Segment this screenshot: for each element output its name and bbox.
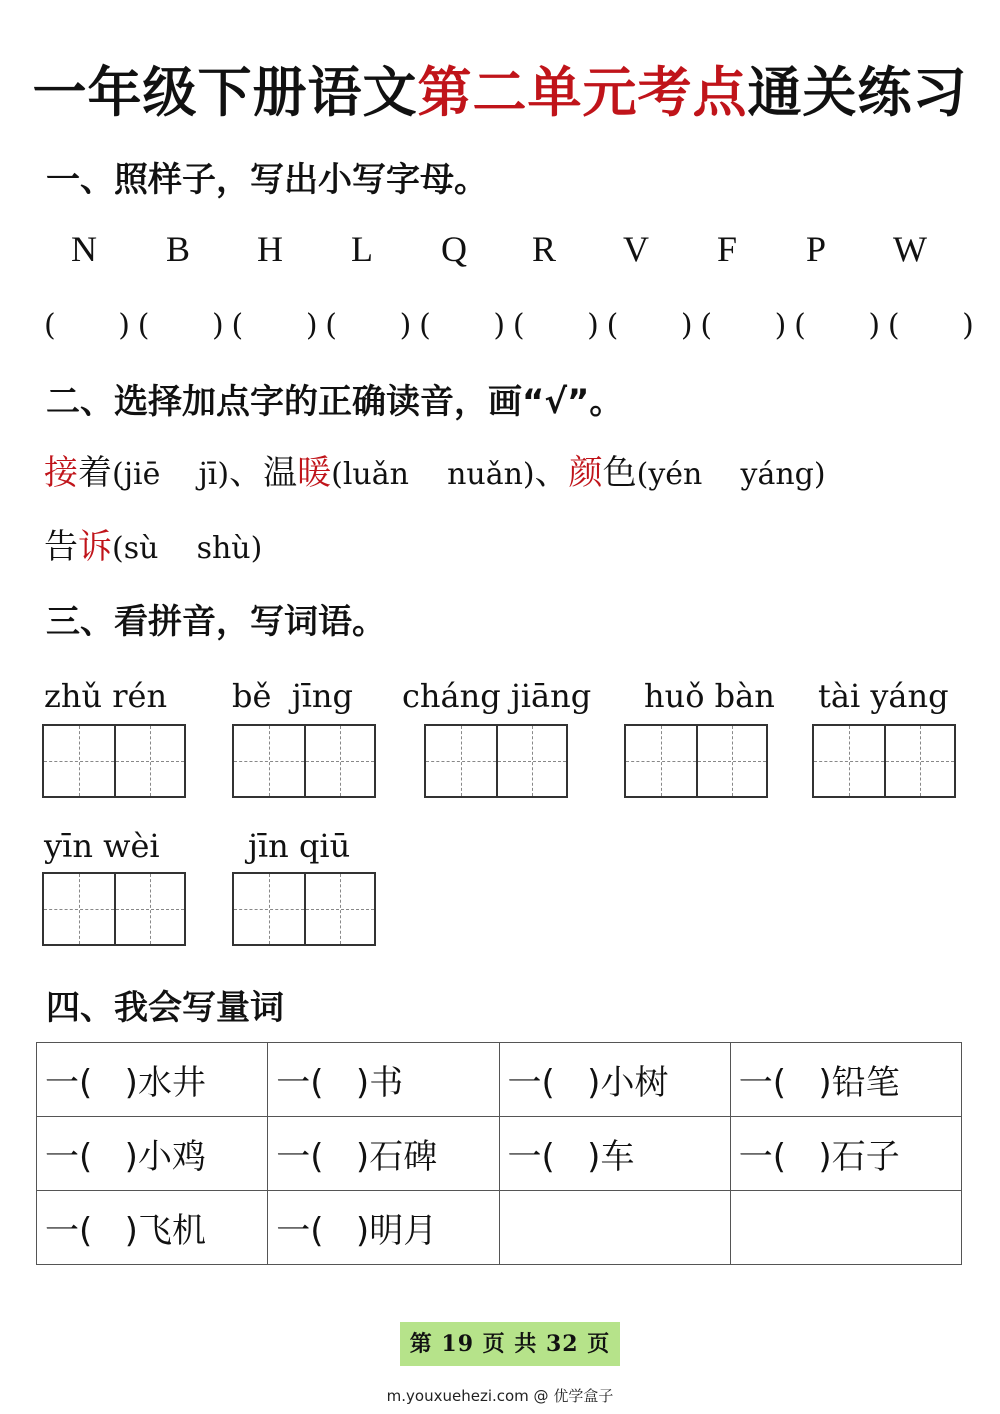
pinyin-prompt: huǒ bàn: [644, 677, 775, 715]
table-cell[interactable]: 一( )飞机: [37, 1191, 268, 1265]
table-cell[interactable]: 一( )水井: [37, 1043, 268, 1117]
pinyin-prompt: bě jīng: [232, 677, 354, 715]
table-row: [37, 1043, 962, 1117]
table-cell[interactable]: 一( )石碑: [268, 1117, 499, 1191]
uppercase-letter: B: [165, 229, 190, 269]
dotted-character: 诉: [78, 527, 112, 567]
uppercase-letter: P: [805, 229, 827, 269]
table-cell[interactable]: 一( )车: [499, 1117, 730, 1191]
uppercase-letter: L: [351, 229, 373, 269]
pinyin-options[interactable]: (jiē jī): [112, 457, 230, 492]
pinyin-prompt: yīn wèi: [44, 827, 160, 865]
pinyin-options[interactable]: (sù shù): [112, 531, 263, 566]
uppercase-letter: V: [623, 229, 649, 269]
writing-grid[interactable]: [812, 724, 956, 798]
reading-line-2: 告诉(sù shù): [44, 527, 263, 567]
table-cell[interactable]: 一( )石子: [730, 1117, 961, 1191]
uppercase-letter: W: [893, 229, 927, 269]
dotted-character: 暖: [297, 453, 332, 493]
dotted-character: 接: [44, 453, 78, 493]
table-row: [37, 1191, 962, 1265]
section-4-heading: 四、我会写量词: [46, 988, 284, 1028]
title-part-1: 一年级下册语文: [32, 61, 418, 124]
answer-blank[interactable]: ( ): [325, 308, 412, 343]
pinyin-prompt: jīn qiū: [248, 827, 351, 865]
uppercase-letter: F: [716, 229, 738, 269]
writing-grid[interactable]: [232, 872, 376, 946]
page-title: [0, 58, 1000, 128]
answer-blank[interactable]: ( ): [794, 308, 881, 343]
table-cell[interactable]: 一( )明月: [268, 1191, 499, 1265]
section-2-heading: 二、选择加点字的正确读音，画“√”。: [46, 382, 624, 422]
answer-blank[interactable]: ( ): [44, 308, 130, 343]
pinyin-prompt: cháng jiāng: [402, 677, 592, 715]
uppercase-letter: N: [71, 229, 97, 269]
table-cell[interactable]: 一( )书: [268, 1043, 499, 1117]
table-cell[interactable]: 一( )小鸡: [37, 1117, 268, 1191]
writing-grid[interactable]: [424, 724, 568, 798]
uppercase-letter: H: [257, 229, 283, 269]
writing-grid[interactable]: [624, 724, 768, 798]
uppercase-letter: R: [531, 229, 556, 269]
page-number-badge: 第 19 页 共 32 页: [400, 1322, 620, 1366]
measure-word-table: [36, 1042, 962, 1265]
table-cell[interactable]: 一( )铅笔: [730, 1043, 961, 1117]
section-3-heading: 三、看拼音，写词语。: [46, 602, 386, 642]
answer-blank[interactable]: ( ): [887, 308, 974, 343]
table-cell[interactable]: 一( )小树: [499, 1043, 730, 1117]
table-cell-empty: [730, 1191, 961, 1265]
answer-blank[interactable]: ( ): [700, 308, 787, 343]
table-row: [37, 1117, 962, 1191]
writing-grid[interactable]: [42, 872, 186, 946]
title-part-2: 第二单元考点: [417, 61, 748, 124]
pinyin-prompt: zhǔ rén: [44, 677, 168, 715]
answer-blank[interactable]: ( ): [231, 308, 318, 343]
uppercase-letter: Q: [441, 229, 467, 269]
answer-blank[interactable]: ( ): [137, 308, 224, 343]
title-part-3: 通关练习: [747, 61, 968, 124]
answer-parentheses-row: [44, 304, 974, 348]
footer-source: m.youxuehezi.com @ 优学盒子: [386, 1387, 614, 1405]
pinyin-options[interactable]: (luǎn nuǎn): [331, 457, 535, 492]
answer-blank[interactable]: ( ): [606, 308, 693, 343]
pinyin-options[interactable]: (yén yáng): [636, 457, 826, 492]
answer-blank[interactable]: ( ): [419, 308, 506, 343]
section-1-heading: 一、照样子，写出小写字母。: [46, 160, 488, 200]
reading-line-1: 接着(jiē jī)、温暖(luǎn nuǎn)、颜色(yén yáng): [44, 453, 826, 493]
dotted-character: 颜: [568, 453, 603, 493]
answer-blank[interactable]: ( ): [512, 308, 599, 343]
pinyin-prompt: tài yáng: [818, 677, 949, 715]
writing-grid[interactable]: [232, 724, 376, 798]
table-cell-empty: [499, 1191, 730, 1265]
writing-grid[interactable]: [42, 724, 186, 798]
